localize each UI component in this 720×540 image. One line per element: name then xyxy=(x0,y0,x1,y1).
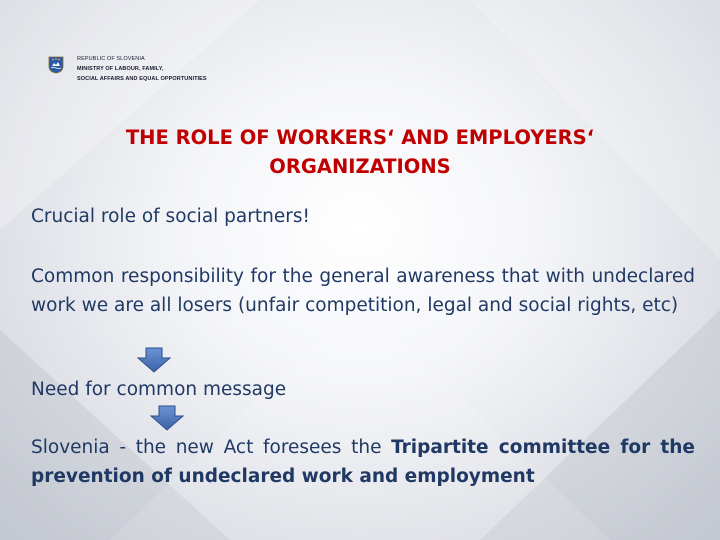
paragraph-social-partners: Crucial role of social partners! xyxy=(31,206,310,227)
paragraph-slovenia-act: Slovenia - the new Act foresees the xyxy=(31,437,392,458)
tripartite-committee-emphasis: Tripartite committee for the prevention of undeclared work and employment xyxy=(31,437,695,487)
header-country: REPUBLIC OF SLOVENIA xyxy=(77,56,145,62)
paragraph-tripartite-committee xyxy=(31,433,695,491)
title-line-1: THE ROLE OF WORKERS‘ AND EMPLOYERS‘ xyxy=(125,126,595,149)
down-arrow-icon xyxy=(136,347,172,373)
slovenia-crest-icon xyxy=(48,56,64,74)
header-ministry-cont: SOCIAL AFFAIRS AND EQUAL OPPORTUNITIES xyxy=(77,76,207,82)
down-arrow-icon xyxy=(149,405,185,431)
paragraph-common-responsibility: Common responsibility for the general awareness that with undeclared work we are all losers (unfair competition, legal and social rights, etc) xyxy=(31,266,695,316)
slide-title xyxy=(60,123,660,181)
paragraph-common-message: Need for common message xyxy=(31,379,287,400)
title-line-2: ORGANIZATIONS xyxy=(269,155,451,178)
header-ministry: MINISTRY OF LABOUR, FAMILY, xyxy=(77,66,164,72)
